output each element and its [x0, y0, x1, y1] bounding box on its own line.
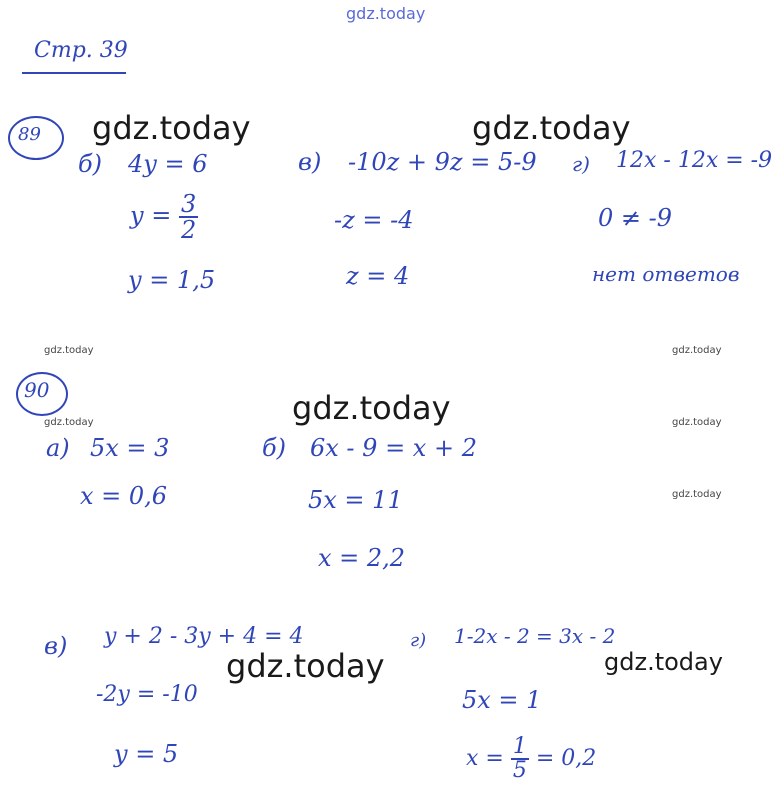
task-number-90: 90: [24, 378, 50, 402]
task89-b-fraction: [179, 192, 198, 242]
task89-v-line1: -10z + 9z = 5-9: [348, 148, 537, 176]
watermark-small: gdz.today: [672, 345, 722, 356]
task90-b-line3: x = 2,2: [318, 544, 406, 572]
task90-g-label: г): [410, 630, 427, 651]
task90-b-label: б): [262, 434, 287, 462]
task89-b-line2: [130, 192, 198, 242]
task89-g-line3: нет ответов: [592, 262, 740, 286]
header-underline: [22, 72, 126, 74]
task90-g-denominator: 5: [512, 758, 527, 783]
task89-v-line3: z = 4: [346, 262, 410, 290]
task90-v-line2: -2y = -10: [96, 682, 198, 707]
watermark-large: gdz.today: [292, 389, 451, 427]
task-number-89: 89: [18, 124, 41, 145]
task89-g-label: г): [572, 152, 590, 176]
task90-v-line1: y + 2 - 3y + 4 = 4: [104, 624, 304, 649]
watermark-small: gdz.today: [44, 345, 94, 356]
task90-g-line3-prefix: x =: [466, 746, 504, 771]
task89-b-line3: y = 1,5: [128, 266, 216, 294]
task89-b-line2-prefix: y =: [130, 201, 172, 230]
watermark-large: gdz.today: [226, 647, 385, 685]
task90-b-line1: 6x - 9 = x + 2: [310, 434, 477, 462]
task89-v-label: в): [298, 148, 322, 176]
watermark-small: gdz.today: [672, 489, 722, 500]
task90-v-label: в): [44, 632, 68, 660]
task90-v-line3: y = 5: [114, 740, 179, 768]
task90-g-line3: [466, 736, 596, 782]
task90-g-line1: 1-2x - 2 = 3x - 2: [454, 624, 616, 648]
watermark-large: gdz.today: [92, 109, 251, 147]
watermark-medium: gdz.today: [604, 648, 723, 676]
task89-g-line2: 0 ≠ -9: [598, 204, 673, 232]
page-header: Стр. 39: [34, 38, 128, 63]
watermark-top: gdz.today: [346, 4, 426, 23]
task90-g-line2: 5x = 1: [462, 686, 542, 714]
watermark-small: gdz.today: [672, 417, 722, 428]
task90-g-fraction: [511, 736, 529, 782]
task89-b-line1: 4y = 6: [128, 150, 208, 178]
task90-a-label: а): [46, 434, 70, 462]
task90-b-line2: 5x = 11: [308, 486, 403, 514]
watermark-small: gdz.today: [44, 417, 94, 428]
task89-b-numerator: 3: [180, 190, 197, 218]
task90-a-line2: x = 0,6: [80, 482, 168, 510]
task89-b-label: б): [78, 150, 103, 178]
task90-g-line3-suffix: = 0,2: [535, 746, 597, 771]
watermark-large: gdz.today: [472, 109, 631, 147]
task89-b-denominator: 2: [180, 216, 197, 244]
task89-g-line1: 12x - 12x = -9: [616, 148, 773, 173]
task90-a-line1: 5x = 3: [90, 434, 170, 462]
task89-v-line2: -z = -4: [334, 206, 414, 234]
task90-g-numerator: 1: [512, 734, 527, 759]
